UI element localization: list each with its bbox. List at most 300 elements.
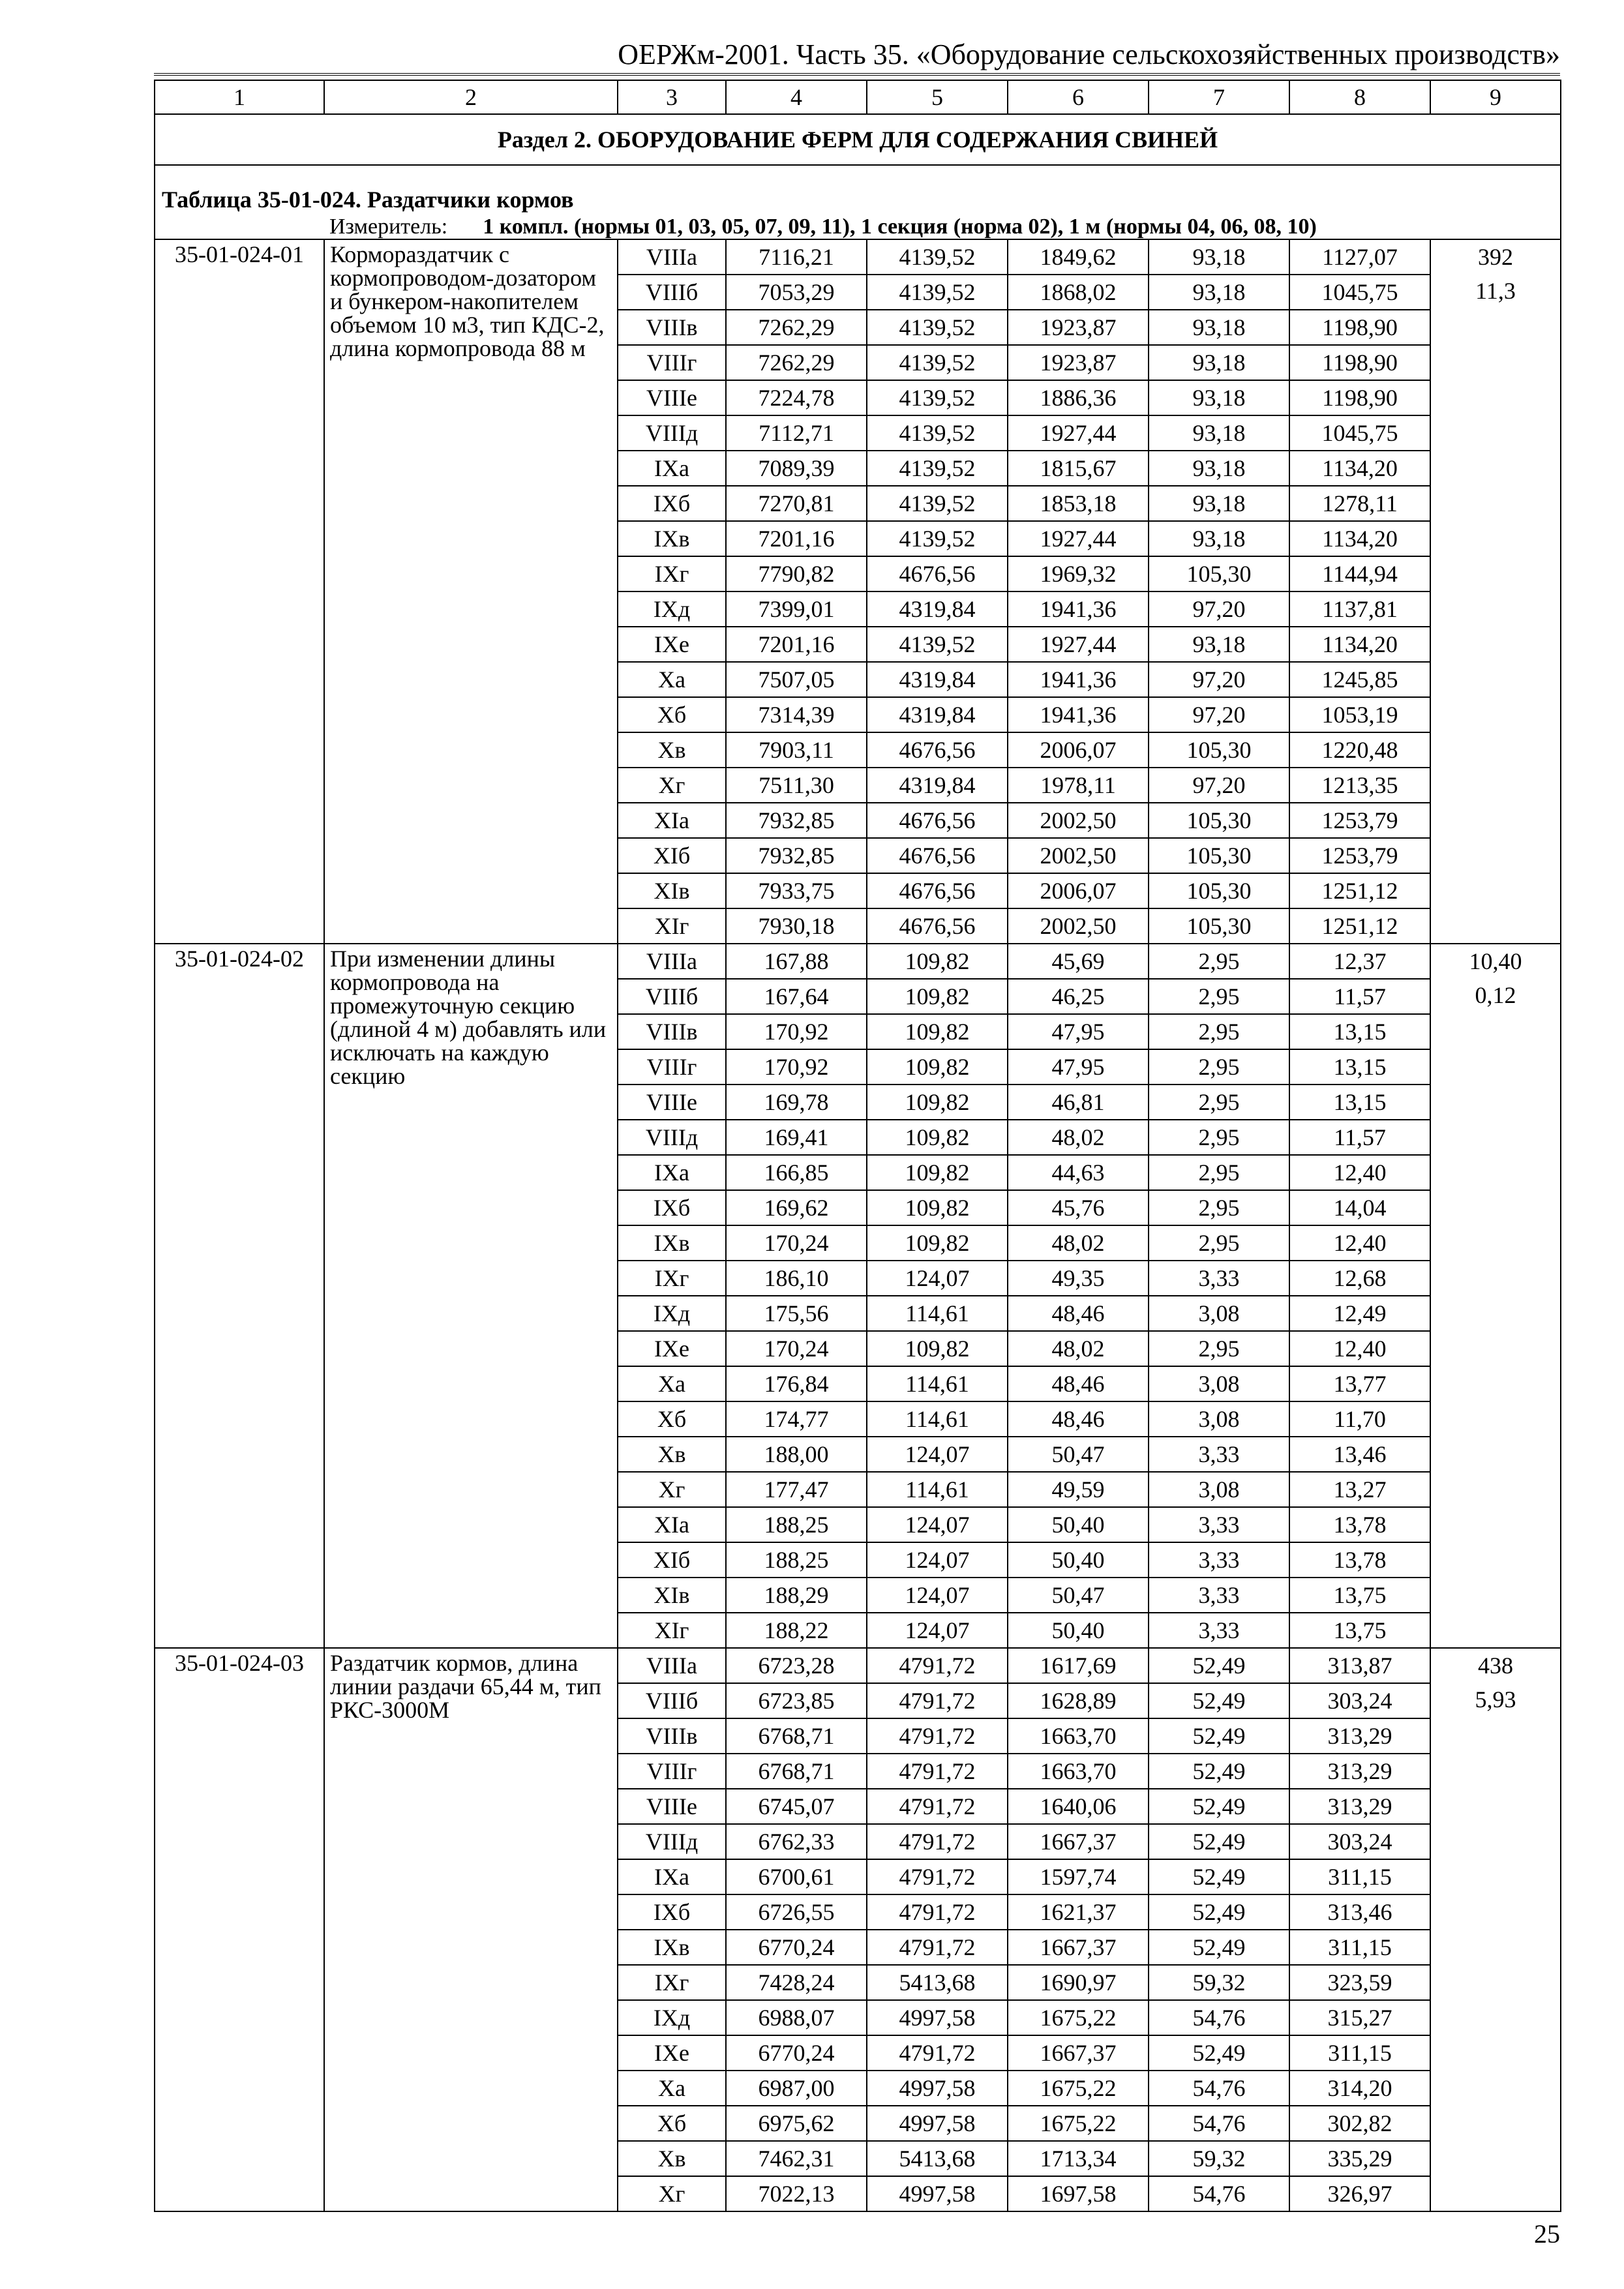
value-cell: 93,18 xyxy=(1149,380,1289,415)
value-cell: 303,24 xyxy=(1289,1824,1430,1859)
value-cell: 109,82 xyxy=(867,1120,1008,1155)
value-cell: 4676,56 xyxy=(867,803,1008,838)
value-cell: 186,10 xyxy=(726,1261,867,1296)
value-cell: 6745,07 xyxy=(726,1789,867,1824)
zone-cell: VIIIб xyxy=(618,1683,726,1718)
value-cell: 3,08 xyxy=(1149,1296,1289,1331)
value-cell: 4319,84 xyxy=(867,768,1008,803)
value-cell: 1597,74 xyxy=(1008,1859,1149,1894)
value-cell: 4997,58 xyxy=(867,2176,1008,2211)
value-cell: 7428,24 xyxy=(726,1965,867,2000)
value-cell: 4139,52 xyxy=(867,380,1008,415)
value-cell: 48,02 xyxy=(1008,1120,1149,1155)
value-cell: 4791,72 xyxy=(867,1789,1008,1824)
zone-cell: VIIIв xyxy=(618,1718,726,1754)
value-cell: 52,49 xyxy=(1149,1824,1289,1859)
value-cell: 54,76 xyxy=(1149,2176,1289,2211)
column-number: 1 xyxy=(155,80,324,114)
value-cell: 44,63 xyxy=(1008,1155,1149,1190)
value-cell: 1667,37 xyxy=(1008,1824,1149,1859)
value-cell: 311,15 xyxy=(1289,1930,1430,1965)
value-cell: 1134,20 xyxy=(1289,627,1430,662)
value-cell: 7507,05 xyxy=(726,662,867,697)
value-cell: 1045,75 xyxy=(1289,415,1430,451)
value-cell: 1923,87 xyxy=(1008,310,1149,345)
value-cell: 93,18 xyxy=(1149,239,1289,275)
value-cell: 1675,22 xyxy=(1008,2071,1149,2106)
zone-cell: XIг xyxy=(618,1613,726,1648)
value-cell: 1663,70 xyxy=(1008,1754,1149,1789)
value-cell: 59,32 xyxy=(1149,2141,1289,2176)
value-cell: 93,18 xyxy=(1149,451,1289,486)
value-cell: 6987,00 xyxy=(726,2071,867,2106)
value-cell: 6700,61 xyxy=(726,1859,867,1894)
value-cell: 50,40 xyxy=(1008,1542,1149,1578)
value-cell: 97,20 xyxy=(1149,662,1289,697)
value-cell: 54,76 xyxy=(1149,2106,1289,2141)
value-cell: 109,82 xyxy=(867,944,1008,979)
value-cell: 4319,84 xyxy=(867,591,1008,627)
value-cell: 6768,71 xyxy=(726,1718,867,1754)
value-cell: 93,18 xyxy=(1149,415,1289,451)
value-cell: 7116,21 xyxy=(726,239,867,275)
value-cell: 1675,22 xyxy=(1008,2106,1149,2141)
zone-cell: IXа xyxy=(618,1155,726,1190)
value-cell: 12,40 xyxy=(1289,1155,1430,1190)
value-cell: 1127,07 xyxy=(1289,239,1430,275)
value-cell: 3,33 xyxy=(1149,1261,1289,1296)
value-cell: 93,18 xyxy=(1149,627,1289,662)
value-cell: 114,61 xyxy=(867,1296,1008,1331)
value-cell: 1640,06 xyxy=(1008,1789,1149,1824)
value-cell: 4139,52 xyxy=(867,310,1008,345)
value-cell: 169,62 xyxy=(726,1190,867,1225)
value-cell: 7933,75 xyxy=(726,873,867,908)
value-cell: 174,77 xyxy=(726,1401,867,1437)
value-cell: 46,81 xyxy=(1008,1085,1149,1120)
value-cell: 4791,72 xyxy=(867,1824,1008,1859)
zone-cell: VIIIе xyxy=(618,1789,726,1824)
zone-cell: XIб xyxy=(618,1542,726,1578)
value-cell: 124,07 xyxy=(867,1578,1008,1613)
value-cell: 124,07 xyxy=(867,1261,1008,1296)
value-cell: 48,46 xyxy=(1008,1401,1149,1437)
value-cell: 7270,81 xyxy=(726,486,867,521)
value-cell: 1628,89 xyxy=(1008,1683,1149,1718)
value-cell: 1969,32 xyxy=(1008,556,1149,591)
value-cell: 13,75 xyxy=(1289,1613,1430,1648)
extra-value: 5,93 xyxy=(1475,1686,1516,1713)
zone-cell: IXд xyxy=(618,2000,726,2035)
value-cell: 169,78 xyxy=(726,1085,867,1120)
column-number: 6 xyxy=(1008,80,1149,114)
value-cell: 188,00 xyxy=(726,1437,867,1472)
value-cell: 4997,58 xyxy=(867,2106,1008,2141)
value-cell: 1941,36 xyxy=(1008,697,1149,732)
value-cell: 6768,71 xyxy=(726,1754,867,1789)
value-cell: 13,77 xyxy=(1289,1366,1430,1401)
value-cell: 12,68 xyxy=(1289,1261,1430,1296)
column-number: 5 xyxy=(867,80,1008,114)
value-cell: 105,30 xyxy=(1149,908,1289,944)
value-cell: 6726,55 xyxy=(726,1894,867,1930)
value-cell: 93,18 xyxy=(1149,310,1289,345)
value-cell: 11,57 xyxy=(1289,1120,1430,1155)
value-cell: 52,49 xyxy=(1149,1718,1289,1754)
value-cell: 109,82 xyxy=(867,1014,1008,1049)
zone-cell: IXг xyxy=(618,1965,726,2000)
value-cell: 1849,62 xyxy=(1008,239,1149,275)
column-number: 2 xyxy=(324,80,618,114)
value-cell: 13,15 xyxy=(1289,1049,1430,1085)
value-cell: 50,40 xyxy=(1008,1613,1149,1648)
extra-value: 438 xyxy=(1478,1653,1513,1679)
zone-cell: VIIIе xyxy=(618,380,726,415)
value-cell: 311,15 xyxy=(1289,1859,1430,1894)
value-cell: 302,82 xyxy=(1289,2106,1430,2141)
value-cell: 1251,12 xyxy=(1289,908,1430,944)
zone-cell: VIIIб xyxy=(618,275,726,310)
value-cell: 188,22 xyxy=(726,1613,867,1648)
zone-cell: Xв xyxy=(618,2141,726,2176)
value-cell: 4139,52 xyxy=(867,239,1008,275)
value-cell: 109,82 xyxy=(867,979,1008,1014)
value-cell: 4139,52 xyxy=(867,486,1008,521)
value-cell: 97,20 xyxy=(1149,591,1289,627)
value-cell: 54,76 xyxy=(1149,2071,1289,2106)
value-cell: 11,57 xyxy=(1289,979,1430,1014)
rate-description: Кормораздатчик с кормопроводом-дозатором и бункером-накопителем объемом 10 м3, тип КДС-2, длина кормопровода 88 м xyxy=(324,239,618,944)
value-cell: 4791,72 xyxy=(867,1683,1008,1718)
value-cell: 167,88 xyxy=(726,944,867,979)
value-cell: 166,85 xyxy=(726,1155,867,1190)
value-cell: 12,40 xyxy=(1289,1225,1430,1261)
zone-cell: VIIIа xyxy=(618,944,726,979)
value-cell: 323,59 xyxy=(1289,1965,1430,2000)
value-cell: 105,30 xyxy=(1149,803,1289,838)
value-cell: 6770,24 xyxy=(726,2035,867,2071)
value-cell: 1251,12 xyxy=(1289,873,1430,908)
value-cell: 49,59 xyxy=(1008,1472,1149,1507)
zone-cell: VIIIа xyxy=(618,239,726,275)
value-cell: 170,24 xyxy=(726,1331,867,1366)
value-cell: 1213,35 xyxy=(1289,768,1430,803)
value-cell: 4676,56 xyxy=(867,838,1008,873)
value-cell: 1923,87 xyxy=(1008,345,1149,380)
value-cell: 2,95 xyxy=(1149,1085,1289,1120)
zone-cell: Xв xyxy=(618,1437,726,1472)
page-number: 25 xyxy=(1534,2219,1560,2249)
table-title: Таблица 35-01-024. Раздатчики кормов xyxy=(155,165,1561,211)
zone-cell: XIв xyxy=(618,1578,726,1613)
value-cell: 50,47 xyxy=(1008,1578,1149,1613)
value-cell: 52,49 xyxy=(1149,1859,1289,1894)
value-cell: 6988,07 xyxy=(726,2000,867,2035)
value-cell: 1941,36 xyxy=(1008,662,1149,697)
value-cell: 170,92 xyxy=(726,1049,867,1085)
value-cell: 124,07 xyxy=(867,1542,1008,1578)
value-cell: 7314,39 xyxy=(726,697,867,732)
value-cell: 14,04 xyxy=(1289,1190,1430,1225)
value-cell: 1220,48 xyxy=(1289,732,1430,768)
value-cell: 52,49 xyxy=(1149,1648,1289,1683)
value-cell: 4791,72 xyxy=(867,1859,1008,1894)
value-cell: 4139,52 xyxy=(867,415,1008,451)
value-cell: 47,95 xyxy=(1008,1049,1149,1085)
value-cell: 2002,50 xyxy=(1008,908,1149,944)
zone-cell: IXб xyxy=(618,486,726,521)
table-title-row xyxy=(155,165,1561,211)
value-cell: 13,78 xyxy=(1289,1542,1430,1578)
zone-cell: XIб xyxy=(618,838,726,873)
value-cell: 1675,22 xyxy=(1008,2000,1149,2035)
value-cell: 7089,39 xyxy=(726,451,867,486)
value-cell: 6975,62 xyxy=(726,2106,867,2141)
value-cell: 52,49 xyxy=(1149,1894,1289,1930)
measure-text: 1 компл. (нормы 01, 03, 05, 07, 09, 11), 1 секция (норма 02), 1 м (нормы 04, 06, 08, 10) xyxy=(483,215,1317,239)
value-cell: 4676,56 xyxy=(867,732,1008,768)
rate-code: 35-01-024-02 xyxy=(155,944,324,1648)
value-cell: 167,64 xyxy=(726,979,867,1014)
value-cell: 1713,34 xyxy=(1008,2141,1149,2176)
value-cell: 124,07 xyxy=(867,1507,1008,1542)
value-cell: 4791,72 xyxy=(867,1930,1008,1965)
value-cell: 4139,52 xyxy=(867,521,1008,556)
value-cell: 2,95 xyxy=(1149,1155,1289,1190)
value-cell: 5413,68 xyxy=(867,2141,1008,2176)
value-cell: 170,24 xyxy=(726,1225,867,1261)
value-cell: 313,87 xyxy=(1289,1648,1430,1683)
value-cell: 7262,29 xyxy=(726,310,867,345)
value-cell: 7932,85 xyxy=(726,838,867,873)
value-cell: 1690,97 xyxy=(1008,1965,1149,2000)
zone-cell: IXе xyxy=(618,627,726,662)
value-cell: 105,30 xyxy=(1149,556,1289,591)
value-cell: 7224,78 xyxy=(726,380,867,415)
value-cell: 1278,11 xyxy=(1289,486,1430,521)
value-cell: 1053,19 xyxy=(1289,697,1430,732)
zone-cell: IXг xyxy=(618,556,726,591)
value-cell: 170,92 xyxy=(726,1014,867,1049)
extra-cell xyxy=(1430,239,1561,944)
value-cell: 335,29 xyxy=(1289,2141,1430,2176)
zone-cell: VIIIа xyxy=(618,1648,726,1683)
value-cell: 175,56 xyxy=(726,1296,867,1331)
value-cell: 2,95 xyxy=(1149,944,1289,979)
value-cell: 1886,36 xyxy=(1008,380,1149,415)
zone-cell: IXб xyxy=(618,1894,726,1930)
value-cell: 4139,52 xyxy=(867,451,1008,486)
value-cell: 45,69 xyxy=(1008,944,1149,979)
value-cell: 12,37 xyxy=(1289,944,1430,979)
rate-description: При изменении длины кормопровода на промежуточную секцию (длиной 4 м) добавлять или исключать на каждую секцию xyxy=(324,944,618,1648)
zone-cell: VIIIв xyxy=(618,1014,726,1049)
value-cell: 2,95 xyxy=(1149,1225,1289,1261)
zone-cell: Xг xyxy=(618,2176,726,2211)
value-cell: 1927,44 xyxy=(1008,415,1149,451)
value-cell: 4676,56 xyxy=(867,556,1008,591)
value-cell: 124,07 xyxy=(867,1613,1008,1648)
zone-cell: VIIIд xyxy=(618,1824,726,1859)
rates-table-body xyxy=(155,80,1561,2211)
value-cell: 45,76 xyxy=(1008,1190,1149,1225)
value-cell: 7201,16 xyxy=(726,521,867,556)
value-cell: 6723,28 xyxy=(726,1648,867,1683)
value-cell: 177,47 xyxy=(726,1472,867,1507)
value-cell: 1253,79 xyxy=(1289,803,1430,838)
value-cell: 313,29 xyxy=(1289,1754,1430,1789)
extra-value: 0,12 xyxy=(1475,982,1516,1008)
value-cell: 2002,50 xyxy=(1008,838,1149,873)
value-cell: 46,25 xyxy=(1008,979,1149,1014)
value-cell: 3,33 xyxy=(1149,1578,1289,1613)
section-title: Раздел 2. ОБОРУДОВАНИЕ ФЕРМ ДЛЯ СОДЕРЖАНИЯ СВИНЕЙ xyxy=(155,114,1561,165)
value-cell: 52,49 xyxy=(1149,2035,1289,2071)
value-cell: 2,95 xyxy=(1149,979,1289,1014)
value-cell: 1697,58 xyxy=(1008,2176,1149,2211)
value-cell: 4676,56 xyxy=(867,873,1008,908)
zone-cell: IXв xyxy=(618,521,726,556)
value-cell: 1198,90 xyxy=(1289,345,1430,380)
value-cell: 109,82 xyxy=(867,1225,1008,1261)
value-cell: 13,27 xyxy=(1289,1472,1430,1507)
value-cell: 4997,58 xyxy=(867,2071,1008,2106)
value-cell: 3,33 xyxy=(1149,1507,1289,1542)
value-cell: 314,20 xyxy=(1289,2071,1430,2106)
value-cell: 93,18 xyxy=(1149,345,1289,380)
value-cell: 188,29 xyxy=(726,1578,867,1613)
zone-cell: VIIIг xyxy=(618,345,726,380)
value-cell: 7022,13 xyxy=(726,2176,867,2211)
column-number: 7 xyxy=(1149,80,1289,114)
value-cell: 13,78 xyxy=(1289,1507,1430,1542)
value-cell: 1253,79 xyxy=(1289,838,1430,873)
zone-cell: VIIIд xyxy=(618,1120,726,1155)
document-title: ОЕРЖм-2001. Часть 35. «Оборудование сельскохозяйственных производств» xyxy=(618,38,1560,70)
value-cell: 2002,50 xyxy=(1008,803,1149,838)
value-cell: 52,49 xyxy=(1149,1683,1289,1718)
value-cell: 3,33 xyxy=(1149,1613,1289,1648)
value-cell: 3,08 xyxy=(1149,1366,1289,1401)
value-cell: 1134,20 xyxy=(1289,451,1430,486)
zone-cell: VIIIе xyxy=(618,1085,726,1120)
value-cell: 1868,02 xyxy=(1008,275,1149,310)
column-number: 8 xyxy=(1289,80,1430,114)
table-row xyxy=(155,944,1561,979)
value-cell: 1617,69 xyxy=(1008,1648,1149,1683)
value-cell: 1245,85 xyxy=(1289,662,1430,697)
value-cell: 4139,52 xyxy=(867,275,1008,310)
zone-cell: Xг xyxy=(618,768,726,803)
value-cell: 188,25 xyxy=(726,1542,867,1578)
value-cell: 6723,85 xyxy=(726,1683,867,1718)
value-cell: 13,46 xyxy=(1289,1437,1430,1472)
rates-table xyxy=(154,80,1561,2212)
column-number-row xyxy=(155,80,1561,114)
extra-cell xyxy=(1430,944,1561,1648)
value-cell: 313,29 xyxy=(1289,1718,1430,1754)
zone-cell: VIIIб xyxy=(618,979,726,1014)
value-cell: 1198,90 xyxy=(1289,380,1430,415)
value-cell: 109,82 xyxy=(867,1155,1008,1190)
value-cell: 7399,01 xyxy=(726,591,867,627)
value-cell: 1198,90 xyxy=(1289,310,1430,345)
value-cell: 2,95 xyxy=(1149,1049,1289,1085)
value-cell: 3,33 xyxy=(1149,1542,1289,1578)
value-cell: 114,61 xyxy=(867,1401,1008,1437)
table-row xyxy=(155,1648,1561,1683)
value-cell: 97,20 xyxy=(1149,768,1289,803)
value-cell: 4139,52 xyxy=(867,345,1008,380)
value-cell: 12,40 xyxy=(1289,1331,1430,1366)
zone-cell: VIIIв xyxy=(618,310,726,345)
column-number: 4 xyxy=(726,80,867,114)
value-cell: 4676,56 xyxy=(867,908,1008,944)
value-cell: 4997,58 xyxy=(867,2000,1008,2035)
value-cell: 7053,29 xyxy=(726,275,867,310)
extra-value: 10,40 xyxy=(1469,948,1522,974)
value-cell: 7511,30 xyxy=(726,768,867,803)
zone-cell: Xг xyxy=(618,1472,726,1507)
zone-cell: IXа xyxy=(618,1859,726,1894)
value-cell: 93,18 xyxy=(1149,521,1289,556)
value-cell: 47,95 xyxy=(1008,1014,1149,1049)
zone-cell: IXд xyxy=(618,1296,726,1331)
rate-description: Раздатчик кормов, длина линии раздачи 65,44 м, тип РКС-3000М xyxy=(324,1648,618,2211)
zone-cell: XIг xyxy=(618,908,726,944)
value-cell: 2,95 xyxy=(1149,1014,1289,1049)
value-cell: 109,82 xyxy=(867,1190,1008,1225)
value-cell: 1667,37 xyxy=(1008,1930,1149,1965)
value-cell: 4319,84 xyxy=(867,662,1008,697)
value-cell: 311,15 xyxy=(1289,2035,1430,2071)
zone-cell: VIIIг xyxy=(618,1049,726,1085)
value-cell: 109,82 xyxy=(867,1049,1008,1085)
value-cell: 13,15 xyxy=(1289,1085,1430,1120)
value-cell: 105,30 xyxy=(1149,732,1289,768)
zone-cell: IXб xyxy=(618,1190,726,1225)
value-cell: 52,49 xyxy=(1149,1789,1289,1824)
zone-cell: IXе xyxy=(618,2035,726,2071)
value-cell: 54,76 xyxy=(1149,2000,1289,2035)
zone-cell: IXг xyxy=(618,1261,726,1296)
value-cell: 93,18 xyxy=(1149,275,1289,310)
zone-cell: Xа xyxy=(618,1366,726,1401)
zone-cell: Xв xyxy=(618,732,726,768)
value-cell: 7112,71 xyxy=(726,415,867,451)
zone-cell: IXа xyxy=(618,451,726,486)
value-cell: 59,32 xyxy=(1149,1965,1289,2000)
value-cell: 12,49 xyxy=(1289,1296,1430,1331)
zone-cell: IXв xyxy=(618,1225,726,1261)
value-cell: 1045,75 xyxy=(1289,275,1430,310)
value-cell: 4319,84 xyxy=(867,697,1008,732)
value-cell: 109,82 xyxy=(867,1331,1008,1366)
value-cell: 1663,70 xyxy=(1008,1718,1149,1754)
value-cell: 326,97 xyxy=(1289,2176,1430,2211)
value-cell: 1137,81 xyxy=(1289,591,1430,627)
value-cell: 50,47 xyxy=(1008,1437,1149,1472)
zone-cell: Xа xyxy=(618,2071,726,2106)
value-cell: 48,46 xyxy=(1008,1296,1149,1331)
value-cell: 3,33 xyxy=(1149,1437,1289,1472)
value-cell: 52,49 xyxy=(1149,1754,1289,1789)
value-cell: 13,75 xyxy=(1289,1578,1430,1613)
rate-code: 35-01-024-03 xyxy=(155,1648,324,2211)
value-cell: 1927,44 xyxy=(1008,627,1149,662)
value-cell: 7462,31 xyxy=(726,2141,867,2176)
value-cell: 7201,16 xyxy=(726,627,867,662)
